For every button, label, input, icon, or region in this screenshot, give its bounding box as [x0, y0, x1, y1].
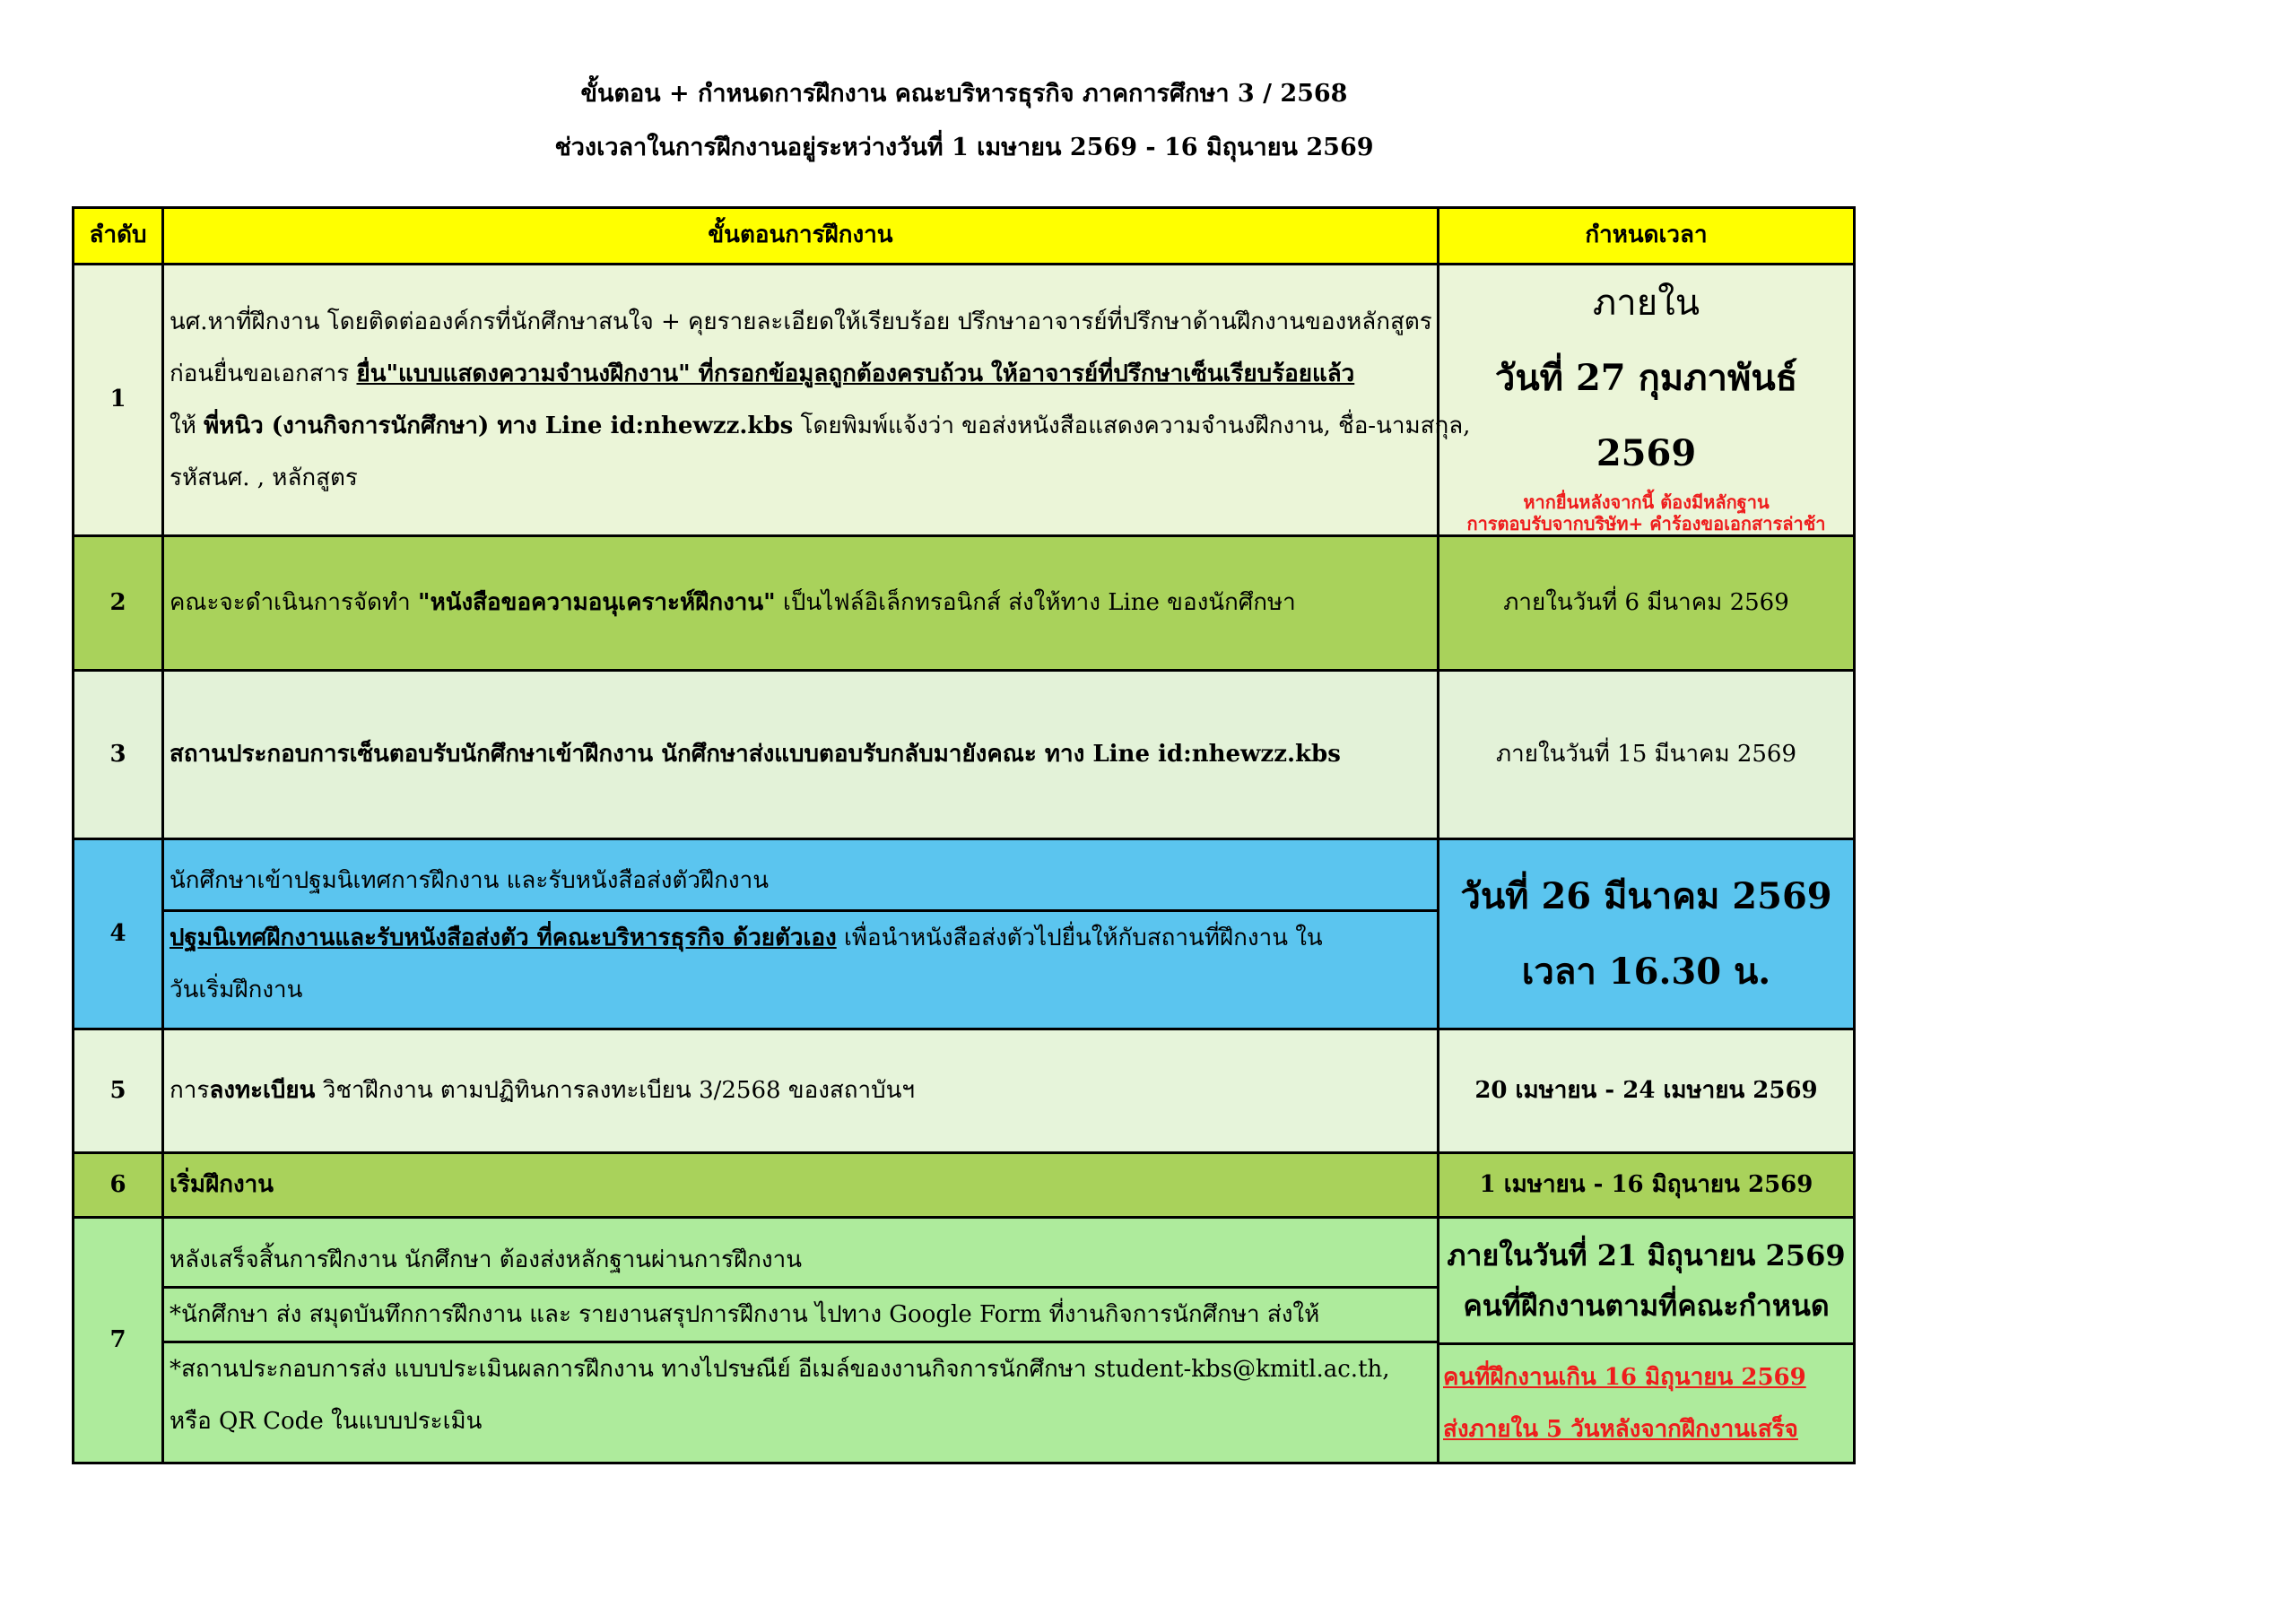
step-subcell: [164, 1286, 1437, 1341]
step-text-part: คณะจะดำเนินการจัดทำ: [170, 588, 419, 616]
table-header-row: [74, 208, 1855, 265]
table-row: [74, 839, 1855, 1029]
row-deadline: 1 เมษายน - 16 มิถุนายน 2569: [1439, 1153, 1855, 1218]
step-text: หลังเสร็จสิ้นการฝึกงาน นักศึกษา ต้องส่งหลักฐานผ่านการฝึกงาน: [170, 1246, 802, 1273]
step-text-part: เพื่อนำหนังสือส่งตัวไปยื่นให้กับสถานที่ฝึกงาน ใน: [836, 925, 1323, 951]
row-number: 6: [74, 1153, 163, 1218]
late-warning-note: การตอบรับจากบริษัท+ คำร้องขอเอกสารล่าช้า: [1466, 513, 1826, 534]
deadline-date: วันที่ 27 กุมภาพันธ์ 2569: [1494, 357, 1798, 474]
row-step: [163, 1218, 1439, 1463]
row-number: 1: [74, 265, 163, 536]
step-text: นศ.หาที่ฝึกงาน โดยติดต่อองค์กรที่นักศึกษาสนใจ + คุยรายละเอียดให้เรียบร้อย ปรึกษาอาจารย์ที่ปรึกษาด้านฝึกงานของหลักสูตร: [170, 308, 1432, 335]
deadline-date: ภายในวันที่ 21 มิถุนายน 2569: [1447, 1238, 1846, 1272]
table-row: [74, 536, 1855, 671]
row-deadline: 20 เมษายน - 24 เมษายน 2569: [1439, 1029, 1855, 1153]
late-deadline-condition: คนที่ฝึกงานเกิน 16 มิถุนายน 2569: [1443, 1364, 1806, 1391]
row-step: [163, 265, 1471, 536]
table-row: [74, 671, 1855, 839]
row-deadline: ภายในวันที่ 15 มีนาคม 2569: [1439, 671, 1855, 839]
row-number: 4: [74, 839, 163, 1029]
column-header-deadline: กำหนดเวลา: [1439, 208, 1855, 265]
row-deadline: [1439, 1218, 1855, 1463]
row-number: 5: [74, 1029, 163, 1153]
step-text: นักศึกษาเข้าปฐมนิเทศการฝึกงาน และรับหนังสือส่งตัวฝึกงาน: [170, 867, 769, 894]
deadline-time: เวลา 16.30 น.: [1521, 950, 1771, 993]
step-text-part: ให้: [170, 413, 204, 439]
step-text: หรือ QR Code ในแบบประเมิน: [170, 1407, 483, 1435]
step-text-part: ก่อนยื่นขอเอกสาร: [170, 360, 357, 387]
schedule-table: [72, 206, 1856, 1464]
step-text: *นักศึกษา ส่ง สมุดบันทึกการฝึกงาน และ รายงานสรุปการฝึกงาน ไปทาง Google Form ที่งานกิจการนักศึกษา ส่งให้: [170, 1300, 1320, 1328]
deadline-text: ภายใน: [1592, 282, 1700, 324]
row-step: เริ่มฝึกงาน: [163, 1153, 1439, 1218]
step-text-emphasis: ปฐมนิเทศฝึกงานและรับหนังสือส่งตัว ที่คณะบริหารธุรกิจ ด้วยตัวเอง: [170, 925, 837, 951]
deadline-subcell: [1439, 1219, 1853, 1342]
deadline-date: วันที่ 26 มีนาคม 2569: [1460, 874, 1832, 917]
deadline-subcell: [1439, 1342, 1853, 1462]
step-text: วันเริ่มฝึกงาน: [170, 977, 303, 1003]
row-deadline: [1439, 265, 1855, 536]
row-step: [163, 536, 1439, 671]
step-text: รหัสนศ. , หลักสูตร: [170, 465, 358, 491]
row-step: สถานประกอบการเซ็นตอบรับนักศึกษาเข้าฝึกงาน นักศึกษาส่งแบบตอบรับกลับมายังคณะ ทาง Line id:nhewzz.kbs: [163, 671, 1439, 839]
step-subcell: [164, 909, 1437, 1016]
step-text-emphasis: ลงทะเบียน: [209, 1076, 316, 1104]
table-row: [74, 1029, 1855, 1153]
step-text: *สถานประกอบการส่ง แบบประเมินผลการฝึกงาน ทางไปรษณีย์ อีเมล์ของงานกิจการนักศึกษา student-kbs@kmitl.ac.th,: [170, 1355, 1390, 1383]
row-number: 3: [74, 671, 163, 839]
page-subtitle: ช่วงเวลาในการฝึกงานอยู่ระหว่างวันที่ 1 เมษายน 2569 - 16 มิถุนายน 2569: [554, 134, 1374, 161]
step-subcell: [164, 1341, 1437, 1447]
row-deadline: [1439, 839, 1855, 1029]
step-text-part: วิชาฝึกงาน ตามปฏิทินการลงทะเบียน 3/2568 ของสถาบันฯ: [315, 1076, 915, 1104]
page-title: ขั้นตอน + กำหนดการฝึกงาน คณะบริหารธุรกิจ ภาคการศึกษา 3 / 2568: [580, 80, 1348, 108]
step-text: [170, 348, 1431, 400]
step-text-emphasis: ยื่น"แบบแสดงความจำนงฝึกงาน" ที่กรอกข้อมูลถูกต้องครบถ้วน ให้อาจารย์ที่ปรึกษาเซ็นเรียบร้อยแล้ว: [356, 360, 1355, 387]
row-number: 7: [74, 1218, 163, 1463]
column-header-step: ขั้นตอนการฝึกงาน: [163, 208, 1439, 265]
row-step: [163, 839, 1439, 1029]
step-text-emphasis: "หนังสือขอความอนุเคราะห์ฝึกงาน": [418, 588, 776, 616]
table-row: [74, 1153, 1855, 1218]
step-text-part: การ: [170, 1076, 210, 1104]
step-text-part: โดยพิมพ์แจ้งว่า ขอส่งหนังสือแสดงความจำนงฝึกงาน, ชื่อ-นามสกุล,: [793, 413, 1471, 439]
table-row: [74, 1218, 1855, 1463]
step-text-emphasis: พี่หนิว (งานกิจการนักศึกษา) ทาง Line id:nhewzz.kbs: [204, 413, 794, 439]
row-step: [163, 1029, 1439, 1153]
column-header-number: ลำดับ: [74, 208, 163, 265]
late-deadline-note: ส่งภายใน 5 วันหลังจากฝึกงานเสร็จ: [1443, 1416, 1798, 1443]
step-text-part: เป็นไฟล์อิเล็กทรอนิกส์ ส่งให้ทาง Line ของนักศึกษา: [775, 588, 1296, 616]
row-deadline: ภายในวันที่ 6 มีนาคม 2569: [1439, 536, 1855, 671]
step-text: [170, 400, 1471, 452]
deadline-condition: คนที่ฝึกงานตามที่คณะกำหนด: [1463, 1289, 1830, 1323]
table-row: [74, 265, 1855, 536]
late-warning-note: หากยื่นหลังจากนี้ ต้องมีหลักฐาน: [1523, 491, 1770, 513]
row-number: 2: [74, 536, 163, 671]
step-text: [170, 912, 1431, 964]
